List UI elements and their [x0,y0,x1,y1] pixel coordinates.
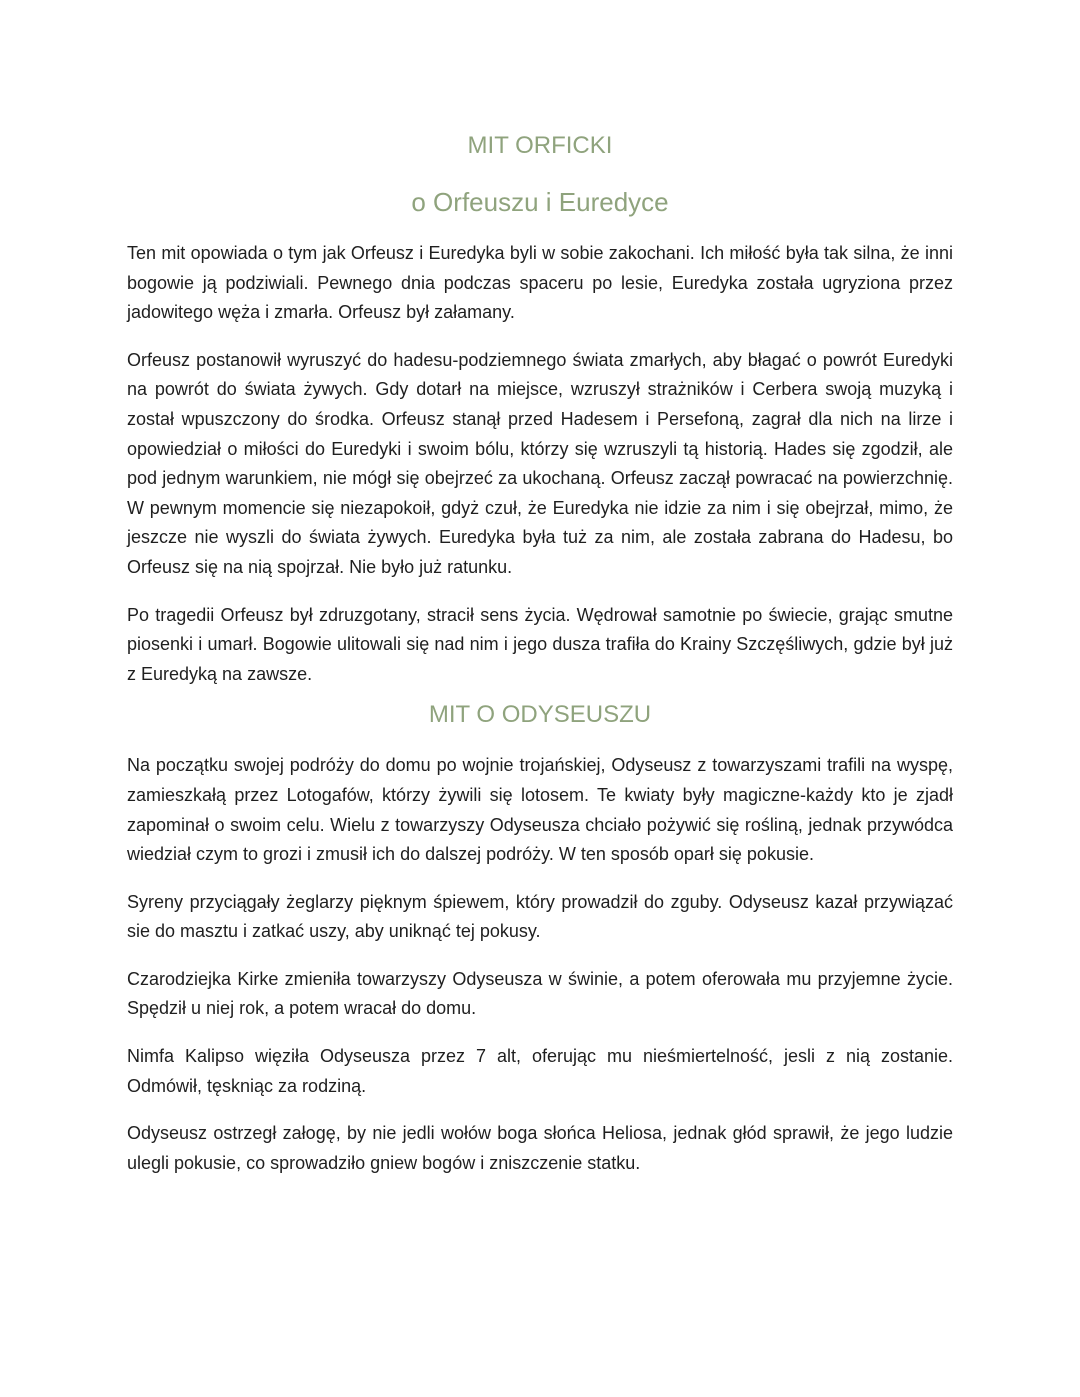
paragraph-orpheus-2: Orfeusz postanowił wyruszyć do hadesu-podziemnego świata zmarłych, aby błagać o powrót Euredyki na powrót do świata żywych. Gdy dotarł na miejsce, wzruszył strażników i Cerbera swoją muzyką i został wpuszczony do środka. Orfeusz stanął przed Hadesem i Persefoną, zagrał dla nich na lirze i opowiedział o miłości do Euredyki i swoim bólu, którzy się wzruszyli tą historią. Hades się zgodził, ale pod jednym warunkiem, nie mógł się obejrzeć za ukochaną. Orfeusz zaczął powracać na powierzchnię. W pewnym momencie się niezapokoił, gdyż czuł, że Euredyka nie idzie za nim i się obejrzał, mimo, że jeszcze nie wyszli do świata żywych. Euredyka była tuż za nim, ale została zabrana do Hadesu, bo Orfeusz się na nią spojrzał. Nie było już ratunku. [127,349,953,577]
paragraph-odysseus-4: Nimfa Kalipso więziła Odyseusza przez 7 alt, oferując mu nieśmiertelność, jesli z nią zostanie. Odmówił, tęskniąc za rodziną. [127,1046,953,1096]
document-page [127,128,953,1178]
paragraph-orpheus-1: Ten mit opowiada o tym jak Orfeusz i Euredyka byli w sobie zakochani. Ich miłość była tak silna, że inni bogowie ją podziwiali. Pewnego dnia podczas spaceru po lesie, Euredyka została ugryziona przez jadowitego węża i zmarła. Orfeusz był załamany. [127,243,953,323]
paragraph-odysseus-2: Syreny przyciągały żeglarzy pięknym śpiewem, który prowadził do zguby. Odyseusz kazał przywiązać sie do masztu i zatkać uszy, aby uniknąć tej pokusy. [127,891,953,942]
document-subtitle: o Orfeuszu i Euredyce [411,187,669,217]
paragraph-odysseus-1: Na początku swojej podróży do domu po wojnie trojańskiej, Odyseusz z towarzyszami trafili na wyspę, zamieszkałą przez Lotogafów, którzy żywili się lotosem. Te kwiaty były magiczne-każdy kto je zjadł zapominał o swoim celu. Wielu z towarzyszy Odyseusza chciało pożywić się rośliną, jednak przywódca wiedział czym to grozi i zmusił ich do dalszej podróży. W ten sposób oparł się pokusie. [127,755,953,865]
document-title: MIT ORFICKI [467,132,613,159]
section-title-odysseus: MIT O ODYSEUSZU [428,701,652,729]
paragraph-odysseus-5: Odyseusz ostrzegł załogę, by nie jedli wołów boga słońca Heliosa, jednak głód sprawił, że jego ludzie ulegli pokusie, co sprowadziło gniew bogów i zniszczenie statku. [127,1123,953,1173]
paragraph-odysseus-3: Czarodziejka Kirke zmieniła towarzyszy Odyseusza w świnie, a potem oferowała mu przyjemne życie. Spędził u niej rok, a potem wracał do domu. [127,968,953,1019]
paragraph-orpheus-3: Po tragedii Orfeusz był zdruzgotany, stracił sens życia. Wędrował samotnie po świecie, grając smutne piosenki i umarł. Bogowie ulitowali się nad nim i jego dusza trafiła do Krainy Szczęśliwych, gdzie był już z Euredyką na zawsze. [127,604,953,684]
